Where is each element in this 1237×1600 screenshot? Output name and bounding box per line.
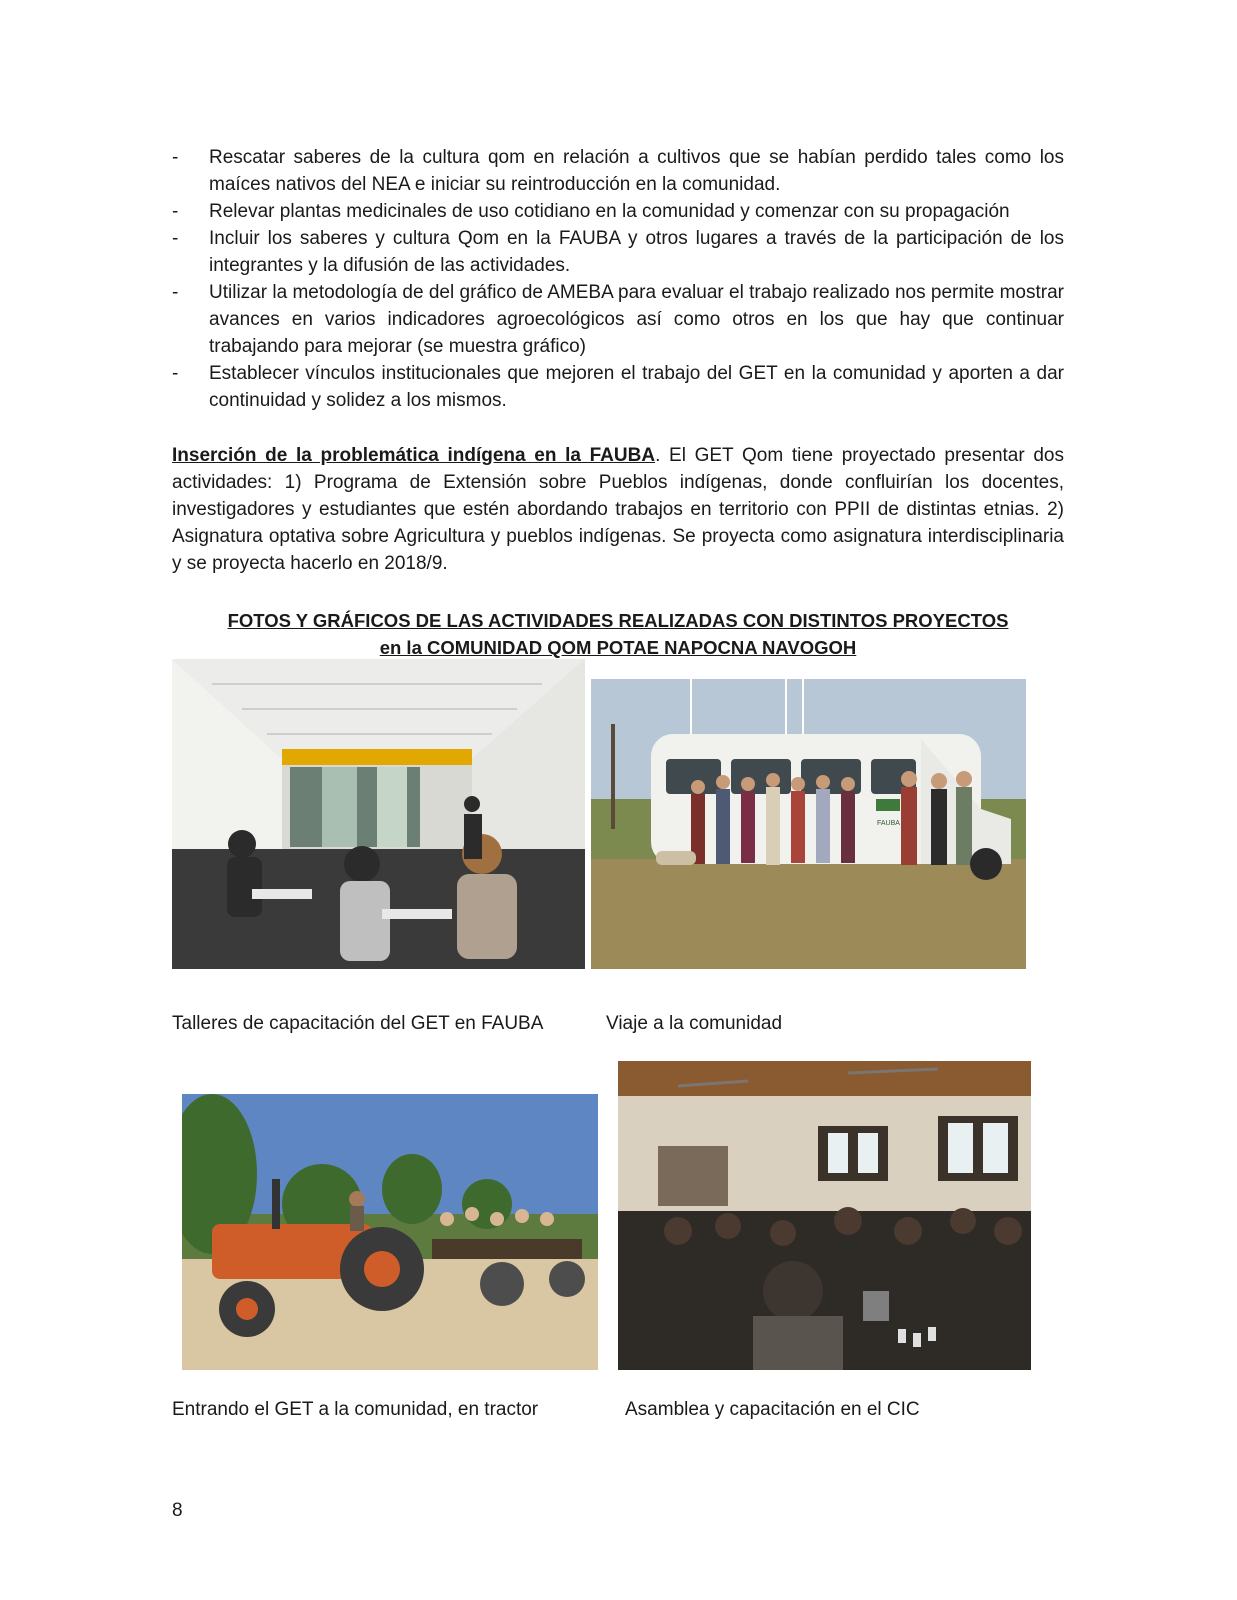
paragraph-body: . El GET Qom tiene proyectado presentar dos actividades: 1) Programa de Extensión sobre Pueblos indígenas, donde confluirían los docentes, investigadores y estudiantes que estén abordando trabajos en territorio con PPII de distintas etnias. 2) Asignatura optativa sobre Agricultura y pueblos indígenas. Se proyecta como asignatura interdisciplinaria y se proyecta hacerlo en 2018/9. — [172, 445, 1064, 574]
workshop-caption: Talleres de capacitación del GET en FAUBA — [172, 1013, 544, 1034]
list-item-text: Utilizar la metodología de del gráfico de AMEBA para evaluar el trabajo realizado nos permite mostrar avances en varios indicadores agroecológicos así como otros en los que hay que continuar trabajando para mejorar (se muestra gráfico) — [209, 282, 1064, 357]
section-title-line-1: FOTOS Y GRÁFICOS DE LAS ACTIVIDADES REALIZADAS CON DISTINTOS PROYECTOS — [227, 610, 1009, 631]
tractor-caption: Entrando el GET a la comunidad, en tractor — [172, 1399, 539, 1420]
list-item: - Utilizar la metodología de del gráfico de AMEBA para evaluar el trabajo realizado nos permite mostrar avances en varios indicadores agroecológicos así como otros en los que hay que continuar trabajando para mejorar (se muestra gráfico) — [172, 282, 1064, 357]
paragraph-heading: Inserción de la problemática indígena en la FAUBA — [172, 445, 656, 466]
photos-section-title — [172, 607, 1064, 661]
objectives-list — [172, 144, 1064, 414]
list-item: - Establecer vínculos institucionales que mejoren el trabajo del GET en la comunidad y aporten a dar continuidad y solidez a los mismos. — [172, 363, 1064, 411]
van-logo-text: FAUBA — [877, 820, 900, 827]
workshop-photo — [172, 659, 585, 969]
assembly-photo — [618, 1061, 1031, 1370]
trip-caption: Viaje a la comunidad — [606, 1013, 783, 1034]
assembly-caption: Asamblea y capacitación en el CIC — [625, 1399, 920, 1420]
list-item-text: Incluir los saberes y cultura Qom en la FAUBA y otros lugares a través de la participación de los integrantes y la difusión de las actividades. — [209, 228, 1064, 276]
list-item: - Rescatar saberes de la cultura qom en relación a cultivos que se habían perdido tales como los maíces nativos del NEA e iniciar su reintroducción en la comunidad. — [172, 147, 1064, 195]
list-item: - Incluir los saberes y cultura Qom en la FAUBA y otros lugares a través de la participación de los integrantes y la difusión de las actividades. — [172, 228, 1064, 276]
indigenous-insertion-paragraph — [172, 442, 1064, 577]
section-title-line-2: en la COMUNIDAD QOM POTAE NAPOCNA NAVOGOH — [379, 637, 857, 658]
list-item-text: Establecer vínculos institucionales que mejoren el trabajo del GET en la comunidad y aporten a dar continuidad y solidez a los mismos. — [209, 363, 1064, 411]
tractor-photo — [182, 1094, 598, 1370]
van-trip-photo — [591, 679, 1026, 969]
list-item-text: Relevar plantas medicinales de uso cotidiano en la comunidad y comenzar con su propagación — [209, 201, 1010, 222]
list-item-text: Rescatar saberes de la cultura qom en relación a cultivos que se habían perdido tales como los maíces nativos del NEA e iniciar su reintroducción en la comunidad. — [209, 147, 1064, 195]
page-number: 8 — [172, 1500, 183, 1521]
list-item: - Relevar plantas medicinales de uso cotidiano en la comunidad y comenzar con su propagación — [172, 201, 1010, 222]
